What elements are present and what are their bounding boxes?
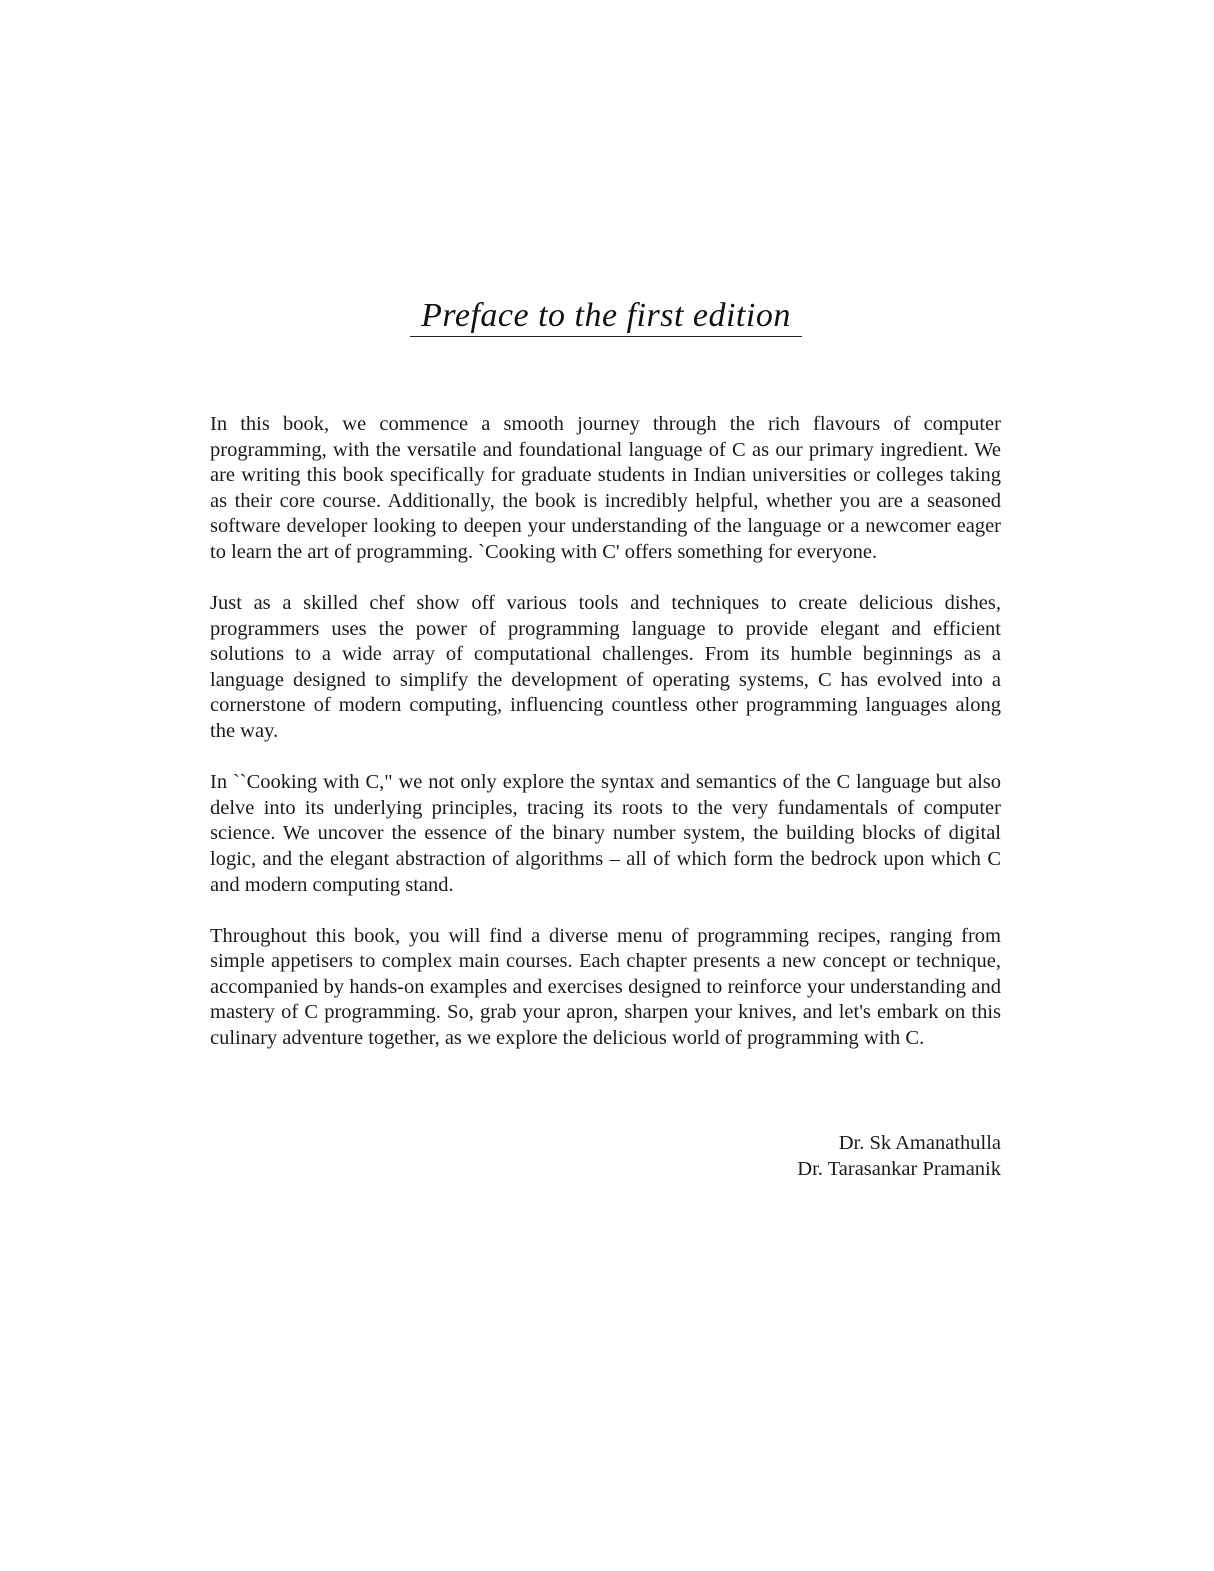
preface-paragraph: In ``Cooking with C," we not only explore the syntax and semantics of the C language but also delve into its underlying principles, tracing its roots to the very fundamentals of computer science. We uncover the essence of the binary number system, the building blocks of digital logic, and the elegant abstraction of algorithms – all of which form the bedrock upon which C and modern computing stand. [210,771,1001,896]
preface-paragraph: Just as a skilled chef show off various tools and techniques to create delicious dishes, programmers uses the power of programming language to provide elegant and efficient solutions to a wide array of computational challenges. From its humble beginnings as a language designed to simplify the development of operating systems, C has evolved into a cornerstone of modern computing, influencing countless other programming languages along the way. [210,592,1001,743]
preface-body [210,412,1001,1077]
author-signature-block [600,1131,1001,1182]
author-name: Dr. Sk Amanathulla [838,1132,1001,1154]
page-title: Preface to the first edition [421,297,791,334]
preface-paragraph: In this book, we commence a smooth journey through the rich flavours of computer programming, with the versatile and foundational language of C as our primary ingredient. We are writing this book specifically for graduate students in Indian universities or colleges taking as their core course. Additionally, the book is incredibly helpful, whether you are a seasoned software developer looking to deepen your understanding of the language or a newcomer eager to learn the art of programming. `Cooking with C' offers something for everyone. [210,413,1001,563]
author-name: Dr. Tarasankar Pramanik [797,1157,1001,1180]
preface-paragraph: Throughout this book, you will find a diverse menu of programming recipes, ranging from simple appetisers to complex main courses. Each chapter presents a new concept or technique, accompanied by hands-on examples and exercises designed to reinforce your understanding and mastery of C programming. So, grab your apron, sharpen your knives, and let's embark on this culinary adventure together, as we explore the delicious world of programming with C. [210,924,1001,1049]
title-underline [410,336,802,337]
